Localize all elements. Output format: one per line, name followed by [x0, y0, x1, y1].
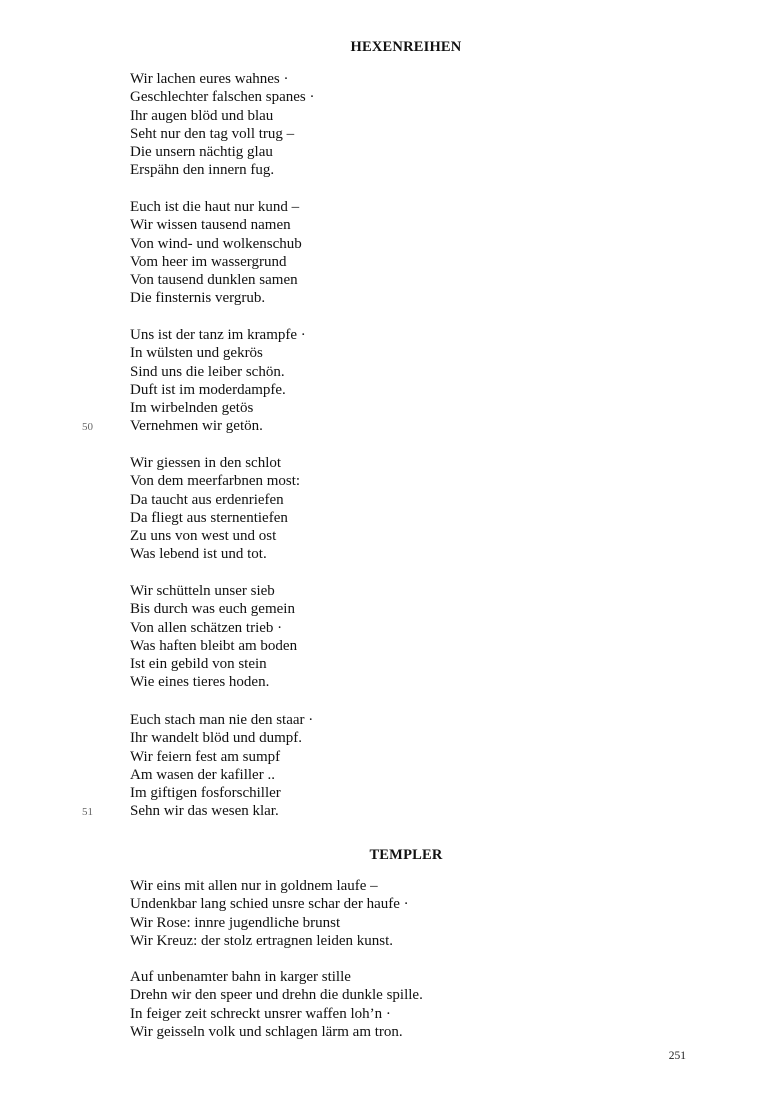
verse-line: Von dem meerfarbnen most: [130, 473, 301, 490]
stanza-2 [130, 198, 690, 308]
verse-line: Am wasen der kafiller .. [130, 766, 275, 783]
verse-line: Sehn wir das wesen klar. [130, 803, 279, 820]
poem-title-hexenreihen: HEXENREIHEN [350, 39, 462, 55]
verse-line: Wir Kreuz: der stolz ertragnen leiden kunst. [130, 932, 394, 949]
verse-line: Da fliegt aus sternentiefen [130, 509, 288, 526]
verse-line: Die unsern nächtig glau [130, 144, 273, 161]
verse-line: Wir wissen tausend namen [130, 217, 291, 234]
verse-line: Undenkbar lang schied unsre schar der haufe · [130, 896, 409, 913]
verse-line: Sind uns die leiber schön. [130, 363, 285, 380]
line-number: 51 [82, 806, 93, 818]
verse-line: Wir feiern fest am sumpf [130, 748, 281, 765]
verse-line: Euch stach man nie den staar · [130, 712, 314, 728]
verse-line: Was haften bleibt am boden [130, 637, 298, 654]
stanza-6 [130, 711, 690, 821]
verse-line: Bis durch was euch gemein [130, 601, 295, 618]
verse-line: Ihr augen blöd und blau [130, 107, 274, 124]
verse-line: Ihr wandelt blöd und dumpf. [130, 730, 303, 747]
verse-line: Im giftigen fosforschiller [130, 785, 281, 802]
verse-line: Zu uns von west und ost [130, 528, 277, 545]
poem-title-templer: TEMPLER [369, 847, 443, 863]
verse-line: Wir geisseln volk und schlagen lärm am tron. [130, 1023, 403, 1040]
line-number: 50 [82, 421, 93, 433]
stanza-5 [130, 582, 690, 692]
verse-line: Erspähn den innern fug. [130, 162, 275, 179]
verse-line: Von tausend dunklen samen [130, 272, 298, 289]
verse-line: Wir schütteln unser sieb [130, 583, 275, 599]
stanza-templer-2 [130, 968, 690, 1041]
verse-line: Ist ein gebild von stein [130, 656, 267, 673]
verse-line: Wie eines tieres hoden. [130, 674, 270, 691]
verse-line: Von wind- und wolkenschub [130, 235, 302, 252]
verse-line: Vom heer im wassergrund [130, 253, 287, 270]
stanza-1 [130, 70, 690, 180]
verse-line: In wülsten und gekrös [130, 345, 263, 362]
verse-line: Was lebend ist und tot. [130, 546, 267, 563]
verse-line: Duft ist im moderdampfe. [130, 381, 286, 398]
verse-line: Wir eins mit allen nur in goldnem laufe – [130, 878, 378, 894]
stanza-3 [130, 326, 690, 436]
verse-line: Geschlechter falschen spanes · [130, 89, 315, 106]
verse-line: Von allen schätzen trieb · [130, 619, 283, 636]
verse-line: Im wirbelnden getös [130, 400, 254, 417]
verse-line: In feiger zeit schreckt unsrer waffen loh’n · [130, 1005, 391, 1022]
verse-line: Wir lachen eures wahnes · [130, 71, 289, 87]
stanza-templer-1 [130, 877, 690, 950]
verse-line: Drehn wir den speer und drehn die dunkle spille. [130, 987, 423, 1004]
verse-line: Uns ist der tanz im krampfe · [130, 327, 306, 343]
verse-line: Wir giessen in den schlot [130, 455, 282, 471]
verse-line: Seht nur den tag voll trug – [130, 125, 295, 142]
verse-line: Euch ist die haut nur kund – [130, 199, 300, 215]
verse-line: Die finsternis vergrub. [130, 290, 266, 307]
page-number: 251 [668, 1050, 686, 1062]
verse-line: Vernehmen wir getön. [130, 418, 263, 435]
verse-line: Wir Rose: innre jugendliche brunst [130, 914, 341, 931]
verse-line: Auf unbenamter bahn in karger stille [130, 969, 351, 985]
stanza-4 [130, 454, 690, 564]
verse-line: Da taucht aus erdenriefen [130, 491, 284, 508]
